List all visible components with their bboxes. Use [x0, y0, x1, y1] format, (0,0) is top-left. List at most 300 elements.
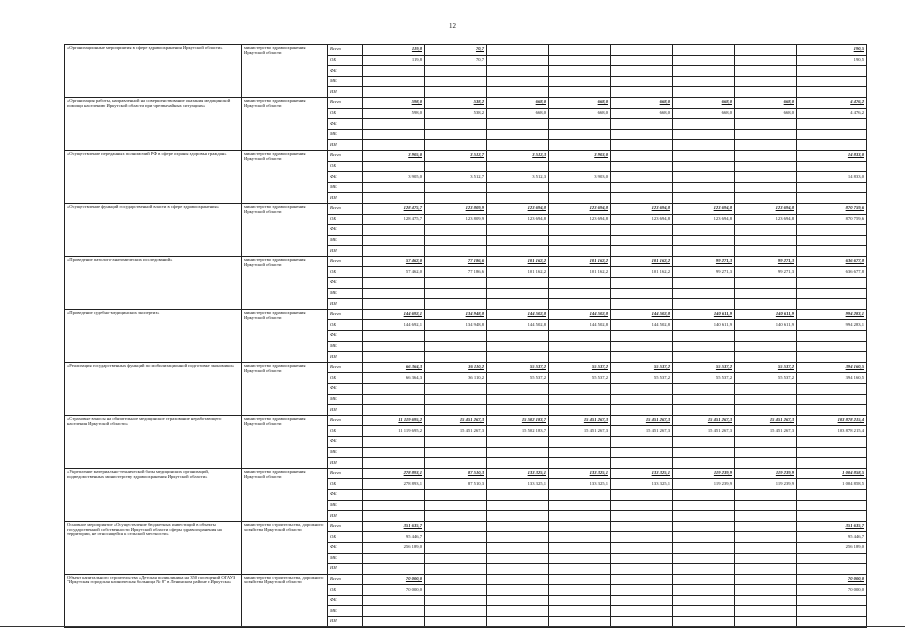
amount-cell [425, 193, 487, 204]
amount-cell: 70 000,0 [797, 574, 867, 585]
amount-cell: 119 239,9 [673, 479, 735, 490]
amount-cell [549, 87, 611, 98]
amount-cell [673, 384, 735, 395]
amount-cell: 55 537,2 [673, 362, 735, 373]
amount-cell [549, 119, 611, 130]
funding-source-cell: ИИ [328, 140, 363, 151]
amount-cell: 144 692,1 [363, 320, 425, 331]
amount-cell: 133 325,1 [487, 468, 549, 479]
amount-cell [797, 352, 867, 363]
amount-cell [611, 542, 673, 553]
amount-cell [673, 193, 735, 204]
executor-cell: министерство здравоохранения Иркутской области [242, 256, 328, 309]
amount-cell [611, 500, 673, 511]
amount-cell [549, 225, 611, 236]
funding-source-cell: ИИ [328, 193, 363, 204]
amount-cell: 598,0 [363, 97, 425, 108]
amount-cell: 123 694,8 [487, 214, 549, 225]
funding-source-cell: ФБ [328, 436, 363, 447]
amount-cell: 3 512,3 [487, 150, 549, 161]
amount-cell [797, 182, 867, 193]
amount-cell: 55 537,2 [673, 373, 735, 384]
amount-cell [797, 299, 867, 310]
amount-cell [487, 119, 549, 130]
amount-cell: 668,0 [673, 97, 735, 108]
amount-cell: 144 502,8 [611, 309, 673, 320]
funding-source-cell: Всего [328, 203, 363, 214]
amount-cell [487, 384, 549, 395]
amount-cell [611, 246, 673, 257]
amount-cell [673, 574, 735, 585]
funding-source-cell: ФБ [328, 278, 363, 289]
amount-cell: 994 283,1 [797, 309, 867, 320]
amount-cell [425, 405, 487, 416]
amount-cell [735, 511, 797, 522]
amount-cell: 15 451 267,3 [549, 426, 611, 437]
amount-cell [363, 76, 425, 87]
amount-cell [797, 235, 867, 246]
amount-cell: 15 451 267,3 [673, 415, 735, 426]
amount-cell [797, 331, 867, 342]
amount-cell: 190,5 [797, 55, 867, 66]
amount-cell [549, 384, 611, 395]
amount-cell: 55 537,2 [549, 373, 611, 384]
funding-source-cell: МБ [328, 288, 363, 299]
amount-cell [363, 384, 425, 395]
amount-cell: 668,0 [487, 97, 549, 108]
funding-source-cell: Всего [328, 45, 363, 56]
amount-cell [363, 447, 425, 458]
amount-cell [673, 235, 735, 246]
amount-cell [611, 606, 673, 617]
amount-cell [487, 394, 549, 405]
amount-cell [797, 606, 867, 617]
amount-cell: 133 325,1 [611, 479, 673, 490]
funding-source-cell: Всего [328, 468, 363, 479]
amount-cell [425, 278, 487, 289]
amount-cell: 3 512,7 [425, 150, 487, 161]
funding-source-cell: Всего [328, 309, 363, 320]
amount-cell [487, 235, 549, 246]
amount-cell [363, 394, 425, 405]
amount-cell [363, 278, 425, 289]
amount-cell [735, 119, 797, 130]
amount-cell [735, 193, 797, 204]
amount-cell [673, 436, 735, 447]
amount-cell: 15 451 267,3 [611, 415, 673, 426]
amount-cell: 994 283,1 [797, 320, 867, 331]
amount-cell [549, 511, 611, 522]
executor-cell: министерство здравоохранения Иркутской области [242, 203, 328, 256]
amount-cell [673, 140, 735, 151]
amount-cell [611, 331, 673, 342]
amount-cell: 144 502,8 [487, 320, 549, 331]
amount-cell: 55 537,2 [735, 373, 797, 384]
amount-cell: 144 502,8 [487, 309, 549, 320]
amount-cell [363, 458, 425, 469]
amount-cell [797, 161, 867, 172]
amount-cell [673, 553, 735, 564]
table-row [65, 97, 867, 108]
amount-cell [611, 288, 673, 299]
amount-cell [611, 119, 673, 130]
amount-cell [363, 553, 425, 564]
amount-cell: 87 510,3 [425, 468, 487, 479]
amount-cell: 57 462,0 [363, 256, 425, 267]
amount-cell: 70,7 [425, 45, 487, 56]
amount-cell [425, 542, 487, 553]
table-row [65, 309, 867, 320]
amount-cell [797, 76, 867, 87]
amount-cell [673, 278, 735, 289]
amount-cell [487, 595, 549, 606]
funding-source-cell: ФБ [328, 225, 363, 236]
amount-cell: 66 364,3 [363, 373, 425, 384]
amount-cell [363, 341, 425, 352]
amount-cell [425, 595, 487, 606]
amount-cell [549, 458, 611, 469]
amount-cell: 668,0 [735, 97, 797, 108]
amount-cell [549, 553, 611, 564]
amount-cell [363, 87, 425, 98]
table-row [65, 45, 867, 56]
amount-cell [487, 574, 549, 585]
amount-cell [735, 278, 797, 289]
funding-source-cell: Всего [328, 256, 363, 267]
amount-cell: 15 451 267,3 [611, 426, 673, 437]
amount-cell [797, 595, 867, 606]
amount-cell [673, 394, 735, 405]
amount-cell [673, 489, 735, 500]
amount-cell [611, 352, 673, 363]
amount-cell: 87 510,3 [425, 479, 487, 490]
amount-cell [549, 129, 611, 140]
funding-source-cell: ФБ [328, 66, 363, 77]
amount-cell: 3 903,0 [549, 150, 611, 161]
amount-cell [425, 436, 487, 447]
amount-cell [735, 405, 797, 416]
activity-name-cell: «Организация работы, направленной на совершенствование оказания медицинской помощи населению Иркутской области при чрезвычайных ситуациях» [65, 97, 242, 150]
amount-cell [425, 553, 487, 564]
funding-source-cell: Всего [328, 415, 363, 426]
amount-cell: 55 537,2 [611, 362, 673, 373]
amount-cell [611, 521, 673, 532]
amount-cell [363, 66, 425, 77]
amount-cell [611, 595, 673, 606]
funding-source-cell: МБ [328, 447, 363, 458]
amount-cell: 123 694,8 [611, 203, 673, 214]
amount-cell: 351 635,7 [797, 521, 867, 532]
amount-cell [673, 331, 735, 342]
amount-cell [797, 119, 867, 130]
activity-name-cell: «Страховые взносы на обязательное медицинское страхование неработающего населения Иркутской области» [65, 415, 242, 468]
amount-cell: 1 004 858,5 [797, 468, 867, 479]
amount-cell [549, 299, 611, 310]
amount-cell: 101 162,2 [611, 267, 673, 278]
executor-cell: министерство здравоохранения Иркутской области [242, 362, 328, 415]
amount-cell: 99 271,3 [735, 267, 797, 278]
funding-source-cell: ОБ [328, 479, 363, 490]
amount-cell: 55 537,2 [549, 362, 611, 373]
amount-cell [673, 45, 735, 56]
amount-cell [797, 193, 867, 204]
amount-cell [425, 574, 487, 585]
amount-cell [363, 193, 425, 204]
amount-cell: 278 893,1 [363, 479, 425, 490]
amount-cell [425, 235, 487, 246]
funding-source-cell: ОБ [328, 426, 363, 437]
amount-cell [735, 352, 797, 363]
funding-source-cell: ОБ [328, 214, 363, 225]
amount-cell: 668,0 [549, 108, 611, 119]
amount-cell: 14 833,0 [797, 150, 867, 161]
amount-cell [549, 161, 611, 172]
amount-cell [487, 606, 549, 617]
amount-cell: 123 694,8 [673, 203, 735, 214]
activity-name-cell: «Проведение судебно-медицинских экспертиз» [65, 309, 242, 362]
amount-cell: 99 271,3 [673, 256, 735, 267]
amount-cell [797, 288, 867, 299]
amount-cell: 103 878 215,4 [797, 426, 867, 437]
amount-cell [735, 87, 797, 98]
amount-cell [611, 235, 673, 246]
amount-cell [363, 331, 425, 342]
amount-cell [611, 458, 673, 469]
amount-cell [425, 246, 487, 257]
funding-source-cell: ОБ [328, 267, 363, 278]
funding-source-cell: МБ [328, 500, 363, 511]
amount-cell [549, 55, 611, 66]
amount-cell [487, 246, 549, 257]
amount-cell: 123 694,8 [735, 203, 797, 214]
amount-cell [611, 394, 673, 405]
funding-source-cell: МБ [328, 553, 363, 564]
funding-source-cell: ИИ [328, 564, 363, 575]
amount-cell [425, 394, 487, 405]
amount-cell [363, 500, 425, 511]
amount-cell [549, 606, 611, 617]
amount-cell [487, 553, 549, 564]
amount-cell [735, 129, 797, 140]
amount-cell [487, 87, 549, 98]
amount-cell: 77 186,6 [425, 256, 487, 267]
amount-cell [611, 66, 673, 77]
executor-cell: министерство строительства, дорожного хозяйства Иркутской области [242, 521, 328, 574]
amount-cell: 133 325,1 [549, 479, 611, 490]
funding-source-cell: МБ [328, 182, 363, 193]
amount-cell [673, 129, 735, 140]
amount-cell [735, 384, 797, 395]
amount-cell [797, 447, 867, 458]
amount-cell: 119,8 [363, 45, 425, 56]
amount-cell [673, 150, 735, 161]
amount-cell: 133 325,1 [549, 468, 611, 479]
amount-cell [425, 288, 487, 299]
amount-cell [735, 225, 797, 236]
amount-cell [425, 458, 487, 469]
amount-cell [487, 542, 549, 553]
amount-cell: 70 000,0 [363, 574, 425, 585]
amount-cell [735, 331, 797, 342]
amount-cell: 133 325,1 [487, 479, 549, 490]
amount-cell [611, 129, 673, 140]
amount-cell: 101 162,2 [487, 256, 549, 267]
amount-cell [735, 606, 797, 617]
amount-cell [487, 436, 549, 447]
amount-cell: 99 271,3 [735, 256, 797, 267]
amount-cell [549, 500, 611, 511]
amount-cell [487, 521, 549, 532]
amount-cell [425, 521, 487, 532]
amount-cell [549, 521, 611, 532]
amount-cell [673, 606, 735, 617]
amount-cell [549, 140, 611, 151]
amount-cell [363, 119, 425, 130]
amount-cell [425, 129, 487, 140]
amount-cell [487, 182, 549, 193]
amount-cell: 55 537,2 [611, 373, 673, 384]
budget-table [64, 44, 867, 628]
amount-cell: 668,0 [611, 97, 673, 108]
amount-cell [735, 574, 797, 585]
amount-cell [487, 193, 549, 204]
amount-cell [673, 585, 735, 596]
amount-cell: 119 239,9 [673, 468, 735, 479]
amount-cell [425, 606, 487, 617]
amount-cell [425, 352, 487, 363]
amount-cell [611, 140, 673, 151]
amount-cell: 55 537,2 [487, 362, 549, 373]
amount-cell [549, 585, 611, 596]
amount-cell [611, 150, 673, 161]
amount-cell [735, 542, 797, 553]
amount-cell [735, 76, 797, 87]
amount-cell [549, 66, 611, 77]
amount-cell [363, 352, 425, 363]
amount-cell [735, 45, 797, 56]
amount-cell [549, 447, 611, 458]
amount-cell: 134 948,8 [425, 309, 487, 320]
amount-cell [735, 564, 797, 575]
amount-cell [797, 225, 867, 236]
amount-cell [425, 87, 487, 98]
amount-cell: 140 611,9 [673, 309, 735, 320]
activity-name-cell: «Осуществление функций государственной власти в сфере здравоохранения» [65, 203, 242, 256]
amount-cell [425, 119, 487, 130]
amount-cell: 101 162,2 [611, 256, 673, 267]
amount-cell: 144 502,8 [549, 320, 611, 331]
amount-cell [549, 76, 611, 87]
amount-cell: 140 611,9 [735, 320, 797, 331]
amount-cell [611, 564, 673, 575]
amount-cell [735, 553, 797, 564]
amount-cell [363, 288, 425, 299]
amount-cell [549, 542, 611, 553]
amount-cell [549, 246, 611, 257]
page-number: 12 [449, 22, 456, 30]
amount-cell: 15 451 267,3 [549, 415, 611, 426]
funding-source-cell: ФБ [328, 331, 363, 342]
amount-cell: 70 000,0 [363, 585, 425, 596]
amount-cell: 140 611,9 [673, 320, 735, 331]
amount-cell: 55 537,2 [487, 373, 549, 384]
funding-source-cell: Всего [328, 362, 363, 373]
amount-cell [735, 246, 797, 257]
amount-cell [487, 352, 549, 363]
page-bottom-border [0, 626, 905, 627]
amount-cell [549, 405, 611, 416]
amount-cell [425, 76, 487, 87]
amount-cell: 101 162,2 [549, 256, 611, 267]
activity-name-cell: Объект капитального строительства «Детская поликлиника на 350 посещений ОГАУЗ "Иркутская городская клиническая больница № 8" в Ленинском районе г.Иркутска» [65, 574, 242, 627]
amount-cell [611, 55, 673, 66]
amount-cell [487, 225, 549, 236]
activity-name-cell: Основное мероприятие «Осуществление бюджетных инвестиций в объекты государственной собственности Иркутской области сферы здравоохранения на территории, не относящейся к сельской местности» [65, 521, 242, 574]
amount-cell: 14 833,0 [797, 172, 867, 183]
amount-cell [363, 225, 425, 236]
amount-cell [549, 182, 611, 193]
amount-cell [611, 489, 673, 500]
amount-cell [735, 489, 797, 500]
amount-cell [673, 458, 735, 469]
amount-cell: 123 694,8 [673, 214, 735, 225]
funding-source-cell: МБ [328, 76, 363, 87]
amount-cell: 123 809,9 [425, 203, 487, 214]
amount-cell: 15 451 267,3 [673, 426, 735, 437]
amount-cell [735, 55, 797, 66]
amount-cell: 134 948,8 [425, 320, 487, 331]
amount-cell [487, 299, 549, 310]
amount-cell: 870 759,6 [797, 203, 867, 214]
amount-cell [611, 341, 673, 352]
funding-source-cell: ОБ [328, 373, 363, 384]
funding-source-cell: МБ [328, 341, 363, 352]
funding-source-cell: ФБ [328, 595, 363, 606]
amount-cell [487, 161, 549, 172]
funding-source-cell: МБ [328, 394, 363, 405]
amount-cell [735, 447, 797, 458]
amount-cell [549, 489, 611, 500]
amount-cell: 55 537,2 [735, 362, 797, 373]
amount-cell [673, 172, 735, 183]
funding-source-cell: ИИ [328, 458, 363, 469]
amount-cell: 278 893,1 [363, 468, 425, 479]
amount-cell [673, 564, 735, 575]
amount-cell [673, 225, 735, 236]
amount-cell [611, 45, 673, 56]
table-row [65, 521, 867, 532]
executor-cell: министерство здравоохранения Иркутской области [242, 468, 328, 521]
amount-cell [797, 66, 867, 77]
amount-cell: 3 905,0 [363, 172, 425, 183]
amount-cell: 123 694,8 [611, 214, 673, 225]
amount-cell [549, 595, 611, 606]
amount-cell: 128 475,7 [363, 203, 425, 214]
amount-cell: 3 512,7 [425, 172, 487, 183]
activity-name-cell: «Проведение патолого-анатомических исследований» [65, 256, 242, 309]
amount-cell [425, 161, 487, 172]
amount-cell [797, 458, 867, 469]
funding-source-cell: ИИ [328, 299, 363, 310]
amount-cell [611, 574, 673, 585]
amount-cell [487, 55, 549, 66]
table-row [65, 256, 867, 267]
amount-cell [797, 553, 867, 564]
amount-cell [611, 193, 673, 204]
amount-cell [673, 288, 735, 299]
amount-cell: 119,8 [363, 55, 425, 66]
amount-cell [673, 161, 735, 172]
